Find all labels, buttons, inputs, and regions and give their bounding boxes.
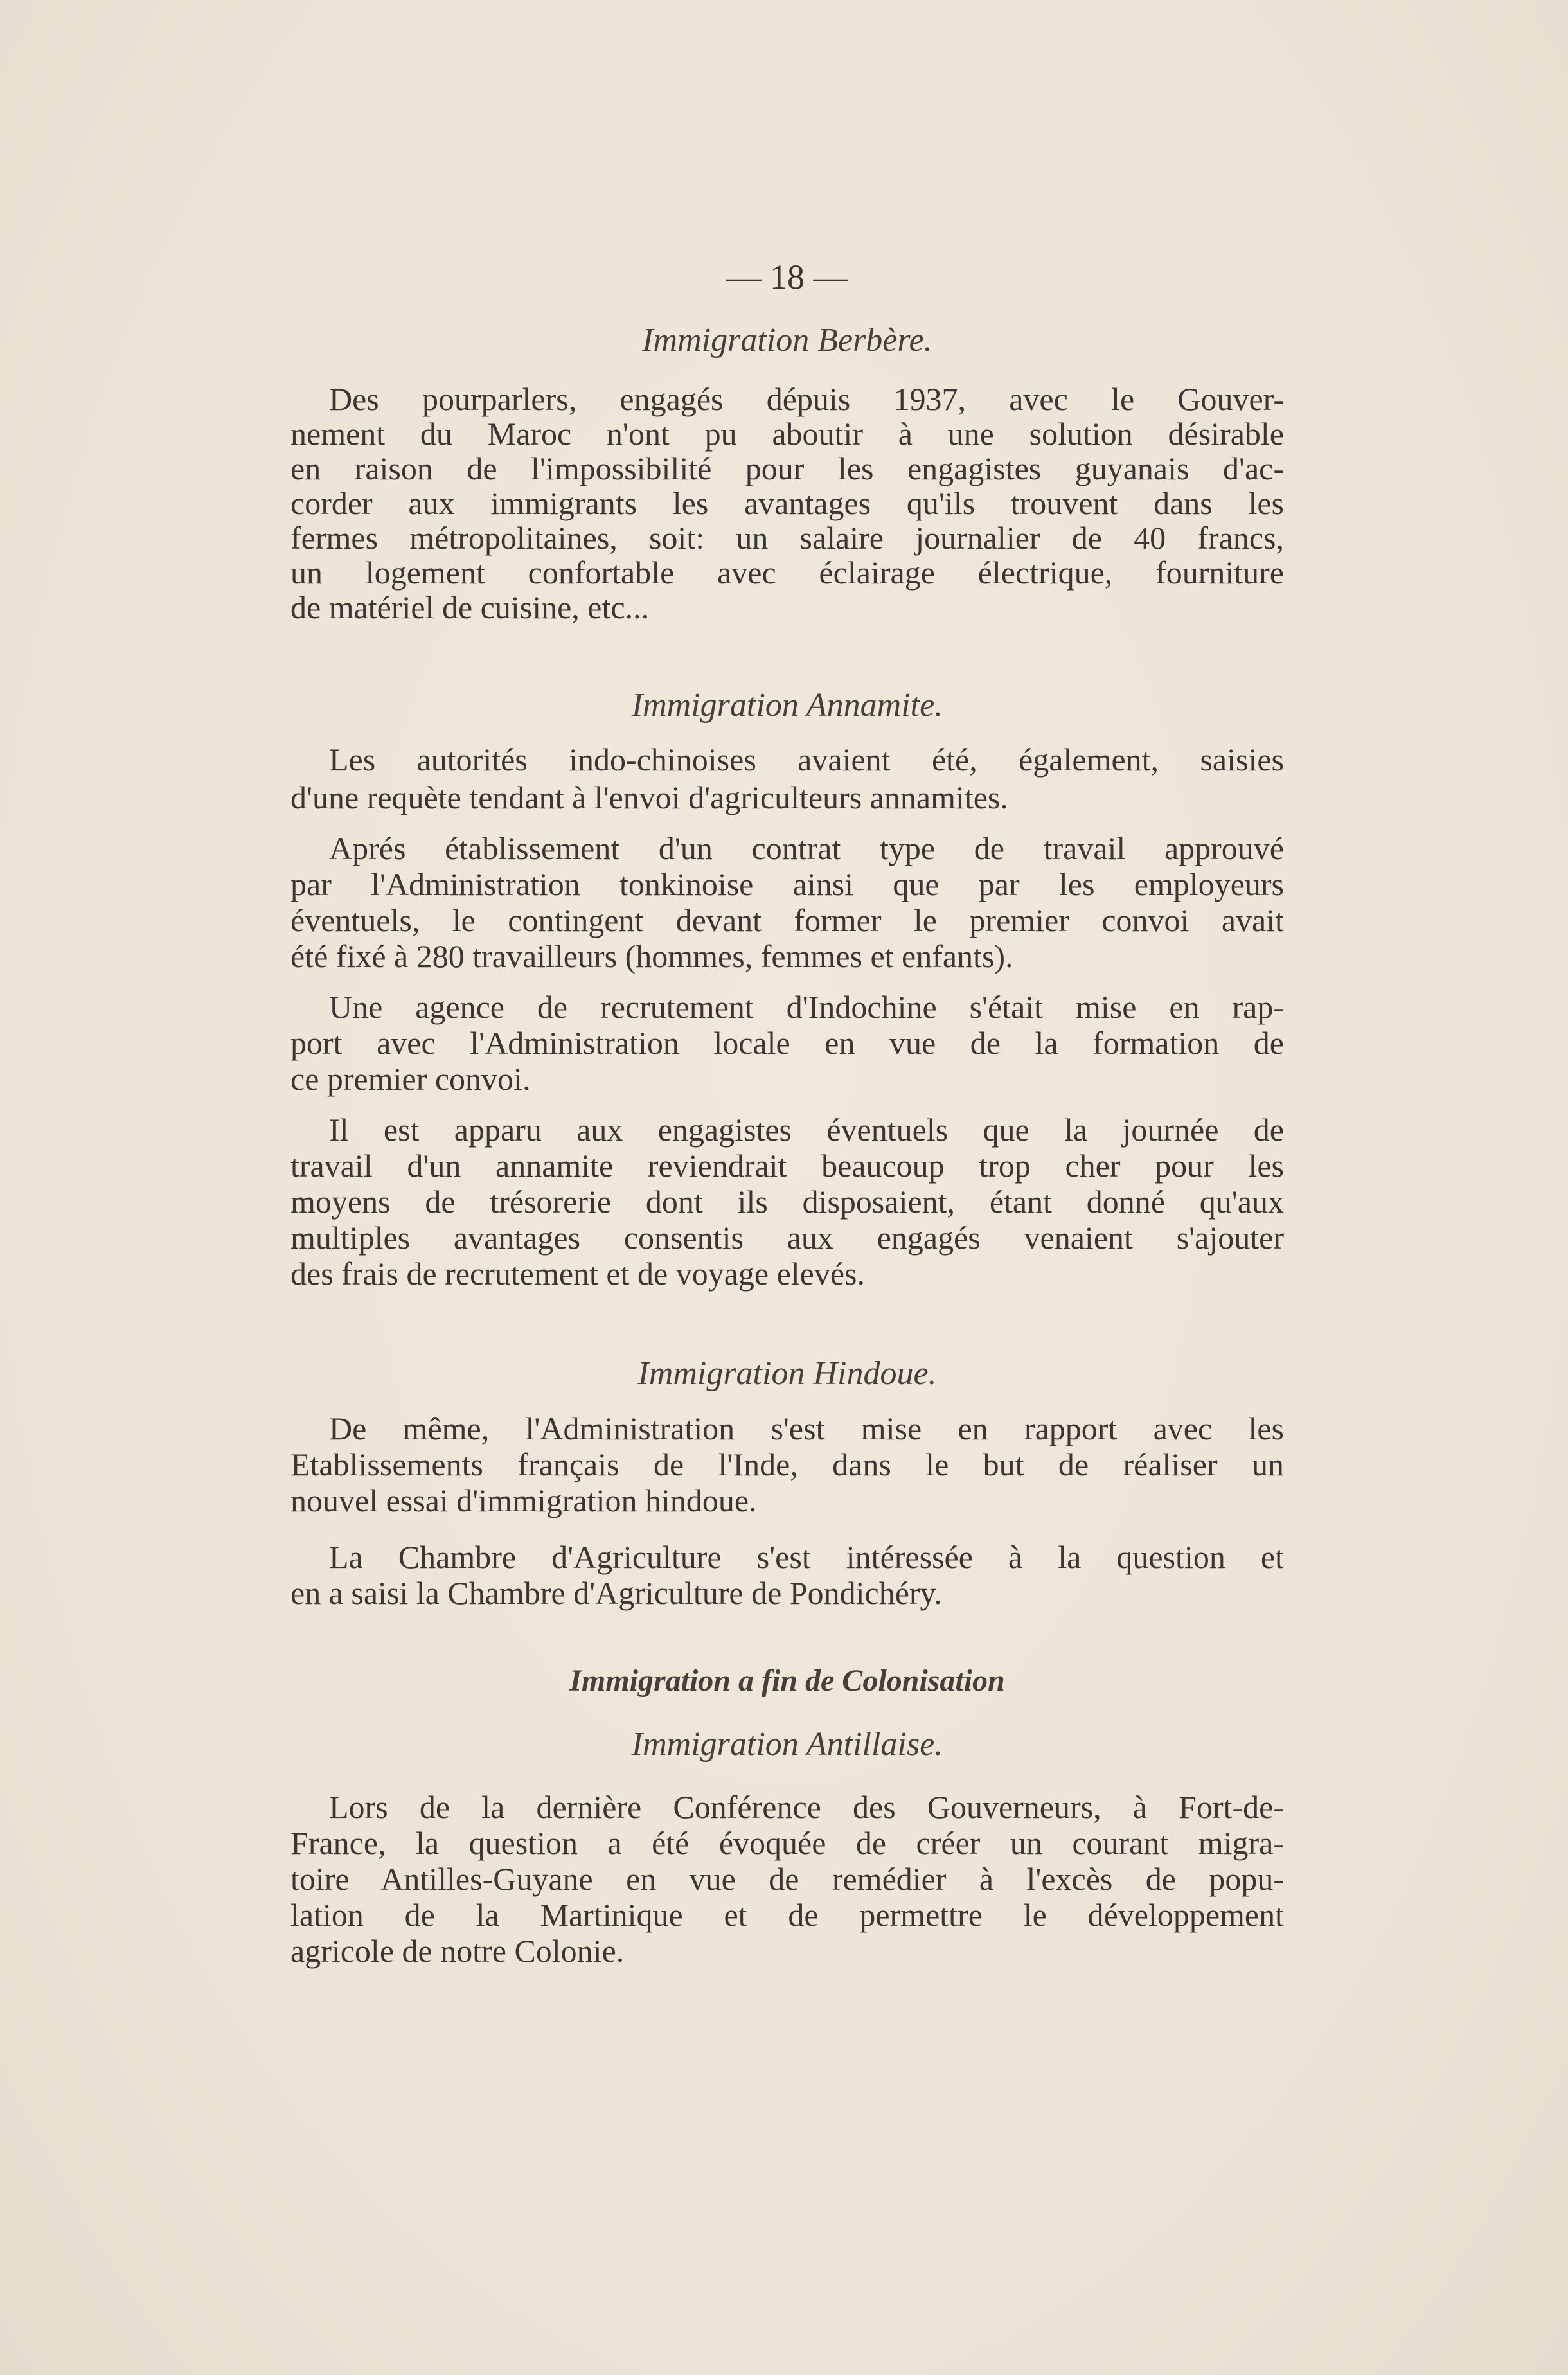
text-line: Aprés établissement d'un contrat type de travail approuvé: [329, 830, 1284, 866]
text-line: un logement confortable avec éclairage électrique, fourniture: [290, 555, 1284, 591]
text-line: été fixé à 280 travailleurs (hommes, femmes et enfants).: [290, 938, 1013, 974]
page-number: — 18 —: [726, 258, 848, 296]
paragraph: [290, 382, 1284, 625]
text-line: port avec l'Administration locale en vue de la formation de: [290, 1025, 1284, 1061]
text-line: travail d'un annamite reviendrait beaucoup trop cher pour les: [290, 1148, 1284, 1184]
text-line: fermes métropolitaines, soit: un salaire journalier de 40 francs,: [290, 520, 1284, 556]
section-heading: Immigration a fin de Colonisation: [569, 1664, 1005, 1698]
paragraph: [290, 830, 1284, 974]
text-line: Des pourparlers, engagés dépuis 1937, avec le Gouver-: [329, 381, 1284, 417]
text-line: en raison de l'impossibilité pour les engagistes guyanais d'ac-: [290, 450, 1284, 486]
paragraph: [290, 1112, 1284, 1292]
paragraph: [290, 1539, 1284, 1611]
text-line: de matériel de cuisine, etc...: [290, 589, 650, 625]
text-line: toire Antilles-Guyane en vue de remédier à l'excès de popu-: [290, 1861, 1284, 1897]
text-line: multiples avantages consentis aux engagés venaient s'ajouter: [290, 1220, 1284, 1256]
paragraph: [290, 1789, 1284, 1969]
text-line: des frais de recrutement et de voyage elevés.: [290, 1256, 866, 1292]
text-line: moyens de trésorerie dont ils disposaient, étant donné qu'aux: [290, 1184, 1284, 1220]
paragraph: [290, 1410, 1284, 1518]
text-line: La Chambre d'Agriculture s'est intéressée à la question et: [329, 1539, 1284, 1575]
text-line: De même, l'Administration s'est mise en rapport avec les: [329, 1410, 1284, 1446]
paragraph: [290, 741, 1284, 817]
section-heading: Immigration Berbère.: [642, 322, 932, 359]
text-line: Il est apparu aux engagistes éventuels que la journée de: [329, 1112, 1284, 1148]
section-heading: Immigration Antillaise.: [631, 1726, 943, 1763]
paragraph: [290, 989, 1284, 1097]
text-line: par l'Administration tonkinoise ainsi que par les employeurs: [290, 866, 1284, 902]
text-line: France, la question a été évoquée de créer un courant migra-: [290, 1825, 1284, 1861]
text-line: éventuels, le contingent devant former le premier convoi avait: [290, 902, 1284, 938]
text-line: Une agence de recrutement d'Indochine s'était mise en rap-: [329, 989, 1284, 1025]
text-line: nement du Maroc n'ont pu aboutir à une solution désirable: [290, 416, 1284, 452]
text-line: Etablissements français de l'Inde, dans le but de réaliser un: [290, 1446, 1284, 1482]
text-line: agricole de notre Colonie.: [290, 1933, 625, 1969]
text-line: nouvel essai d'immigration hindoue.: [290, 1482, 757, 1518]
section-heading: Immigration Annamite.: [631, 687, 943, 724]
text-line: Les autorités indo-chinoises avaient été, également, saisies: [329, 742, 1284, 778]
text-line: corder aux immigrants les avantages qu'ils trouvent dans les: [290, 485, 1284, 521]
text-line: ce premier convoi.: [290, 1061, 531, 1097]
text-line: Lors de la dernière Conférence des Gouverneurs, à Fort-de-: [329, 1789, 1284, 1825]
text-line: d'une requète tendant à l'envoi d'agriculteurs annamites.: [290, 779, 1008, 815]
section-heading: Immigration Hindoue.: [637, 1355, 937, 1392]
text-line: en a saisi la Chambre d'Agriculture de Pondichéry.: [290, 1575, 942, 1611]
text-line: lation de la Martinique et de permettre le développement: [290, 1897, 1284, 1933]
